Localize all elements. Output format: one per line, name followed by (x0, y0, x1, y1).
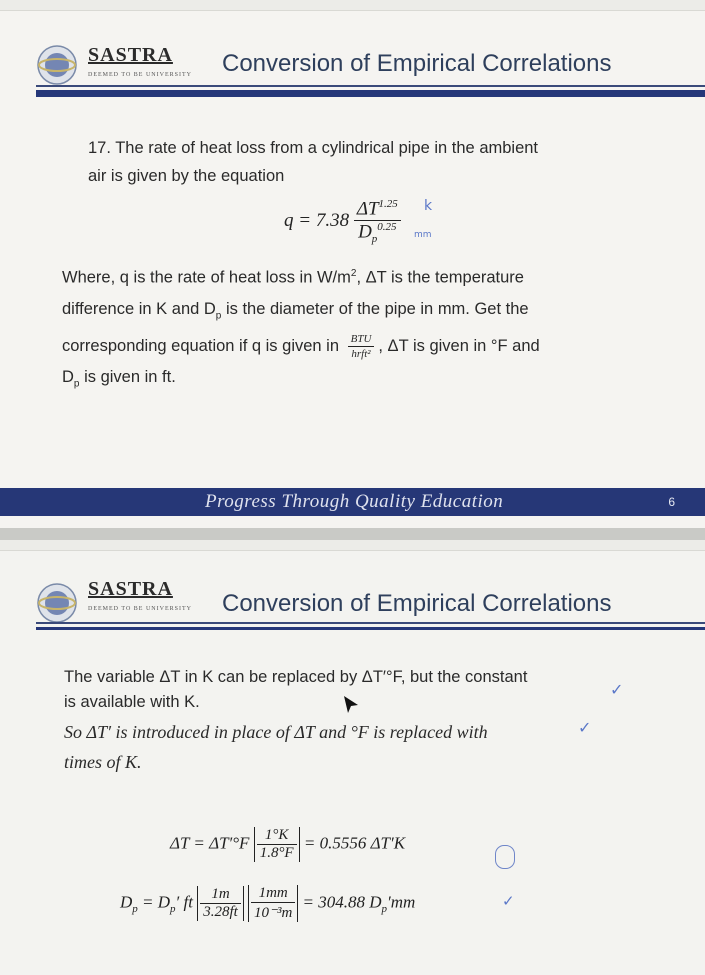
btu-unit-fraction (348, 332, 375, 361)
where-line-4 (62, 362, 647, 399)
heat-loss-equation (284, 198, 401, 245)
explanation-line-3: So ΔT′ is introduced in place of ΔT and °F is replaced with (64, 722, 488, 742)
equation-lhs: q = 7.38 (284, 210, 350, 232)
handwritten-mm: mm (414, 230, 432, 240)
top-band (0, 0, 705, 11)
where-3b: , ΔT is given in °F and (378, 336, 540, 355)
where-3a: corresponding equation if q is given in (62, 336, 340, 355)
where-4a: D (62, 367, 74, 386)
explanation-line-2: is available with K. (64, 693, 200, 711)
eq2-rhs-sub: p (381, 902, 388, 915)
slide-title: Conversion of Empirical Correlations (222, 50, 612, 77)
eq-denominator: D (358, 221, 372, 243)
header-bar (36, 90, 705, 97)
pen-circle-mark (495, 845, 515, 869)
eq2-lhs-sub: p (132, 902, 138, 915)
eq1-den: 1.8°F (259, 845, 294, 861)
eq2-f1-den: 3.28ft (203, 904, 238, 920)
header-rule (36, 85, 705, 87)
where-1-sup: 2 (350, 268, 357, 279)
slide-2 (0, 540, 705, 975)
unit-den: hrft² (351, 347, 371, 360)
unit-num: BTU (348, 332, 375, 347)
eq2-mid-b: ′ ft (175, 892, 193, 912)
explanation-line-4: times of K. (64, 752, 142, 772)
equation-fraction (354, 198, 401, 245)
eq2-f1-num: 1m (200, 886, 241, 904)
where-line-1 (62, 258, 647, 294)
page-number: 6 (668, 495, 675, 509)
eq-den-sub: p (371, 233, 378, 246)
where-4-sub: p (73, 378, 80, 390)
eq2-fraction-2 (251, 885, 295, 922)
handwritten-k: k (424, 198, 433, 214)
eq1-lhs: ΔT = ΔT′°F (170, 833, 250, 853)
where-1b: , ΔT is the temperature (356, 268, 524, 287)
brand-subtitle: DEEMED TO BE UNIVERSITY (88, 72, 192, 78)
where-paragraph (62, 258, 647, 399)
diameter-conversion-equation (120, 885, 415, 922)
pen-checkmark-icon: ✓ (610, 680, 624, 699)
top-band-2 (0, 540, 705, 551)
eq2-rhs-b: ′mm (387, 892, 416, 912)
brand-name-2: SASTRA (88, 578, 173, 600)
eq-num-exp: 1.25 (378, 198, 398, 210)
eq-den-exp: 0.25 (377, 221, 397, 234)
where-line-2 (62, 294, 647, 331)
pen-checkmark-icon: ✓ (578, 718, 592, 737)
brand-name: SASTRA (88, 44, 173, 66)
eq2-lhs: D (120, 892, 133, 912)
where-4b: is given in ft. (79, 367, 176, 386)
where-2-sub: p (215, 309, 222, 321)
sastra-logo-icon (36, 582, 78, 624)
brand-subtitle-2: DEEMED TO BE UNIVERSITY (88, 606, 192, 612)
eq2-mid-sub: p (170, 902, 176, 915)
eq1-rhs: = 0.5556 ΔT′K (303, 833, 406, 853)
eq-numerator: ΔT (356, 198, 379, 220)
where-2b: is the diameter of the pipe in mm. Get the (221, 299, 529, 318)
mouse-cursor-icon (343, 695, 359, 715)
header-rule-2 (36, 622, 705, 624)
question-line-2: air is given by the equation (88, 167, 285, 185)
slide-title-2: Conversion of Empirical Correlations (222, 590, 612, 617)
where-line-3 (62, 331, 647, 362)
where-2a: difference in K and D (62, 299, 216, 318)
question-text (88, 133, 648, 192)
sastra-logo-icon (36, 44, 78, 86)
where-1a: Where, q is the rate of heat loss in W/m (62, 268, 351, 287)
explanation-text (64, 665, 644, 775)
eq2-f2-num: 1mm (251, 885, 295, 903)
header-bar-2 (36, 627, 705, 630)
pen-checkmark-icon: ✓ (502, 892, 515, 910)
eq2-rhs: = 304.88 D (302, 892, 382, 912)
explanation-line-1: The variable ΔT in K can be replaced by ΔT′°F, but the constant (64, 668, 528, 686)
eq2-mid: = D (142, 892, 171, 912)
eq2-f2-den: 10⁻³m (254, 905, 293, 921)
footer-bar (0, 488, 705, 516)
question-line-1: 17. The rate of heat loss from a cylindrical pipe in the ambient (88, 139, 539, 157)
eq1-num: 1°K (257, 827, 297, 845)
eq1-fraction (257, 827, 297, 862)
eq2-fraction-1 (200, 886, 241, 921)
delta-t-conversion-equation (170, 827, 405, 862)
footer-motto: Progress Through Quality Education (205, 491, 504, 512)
